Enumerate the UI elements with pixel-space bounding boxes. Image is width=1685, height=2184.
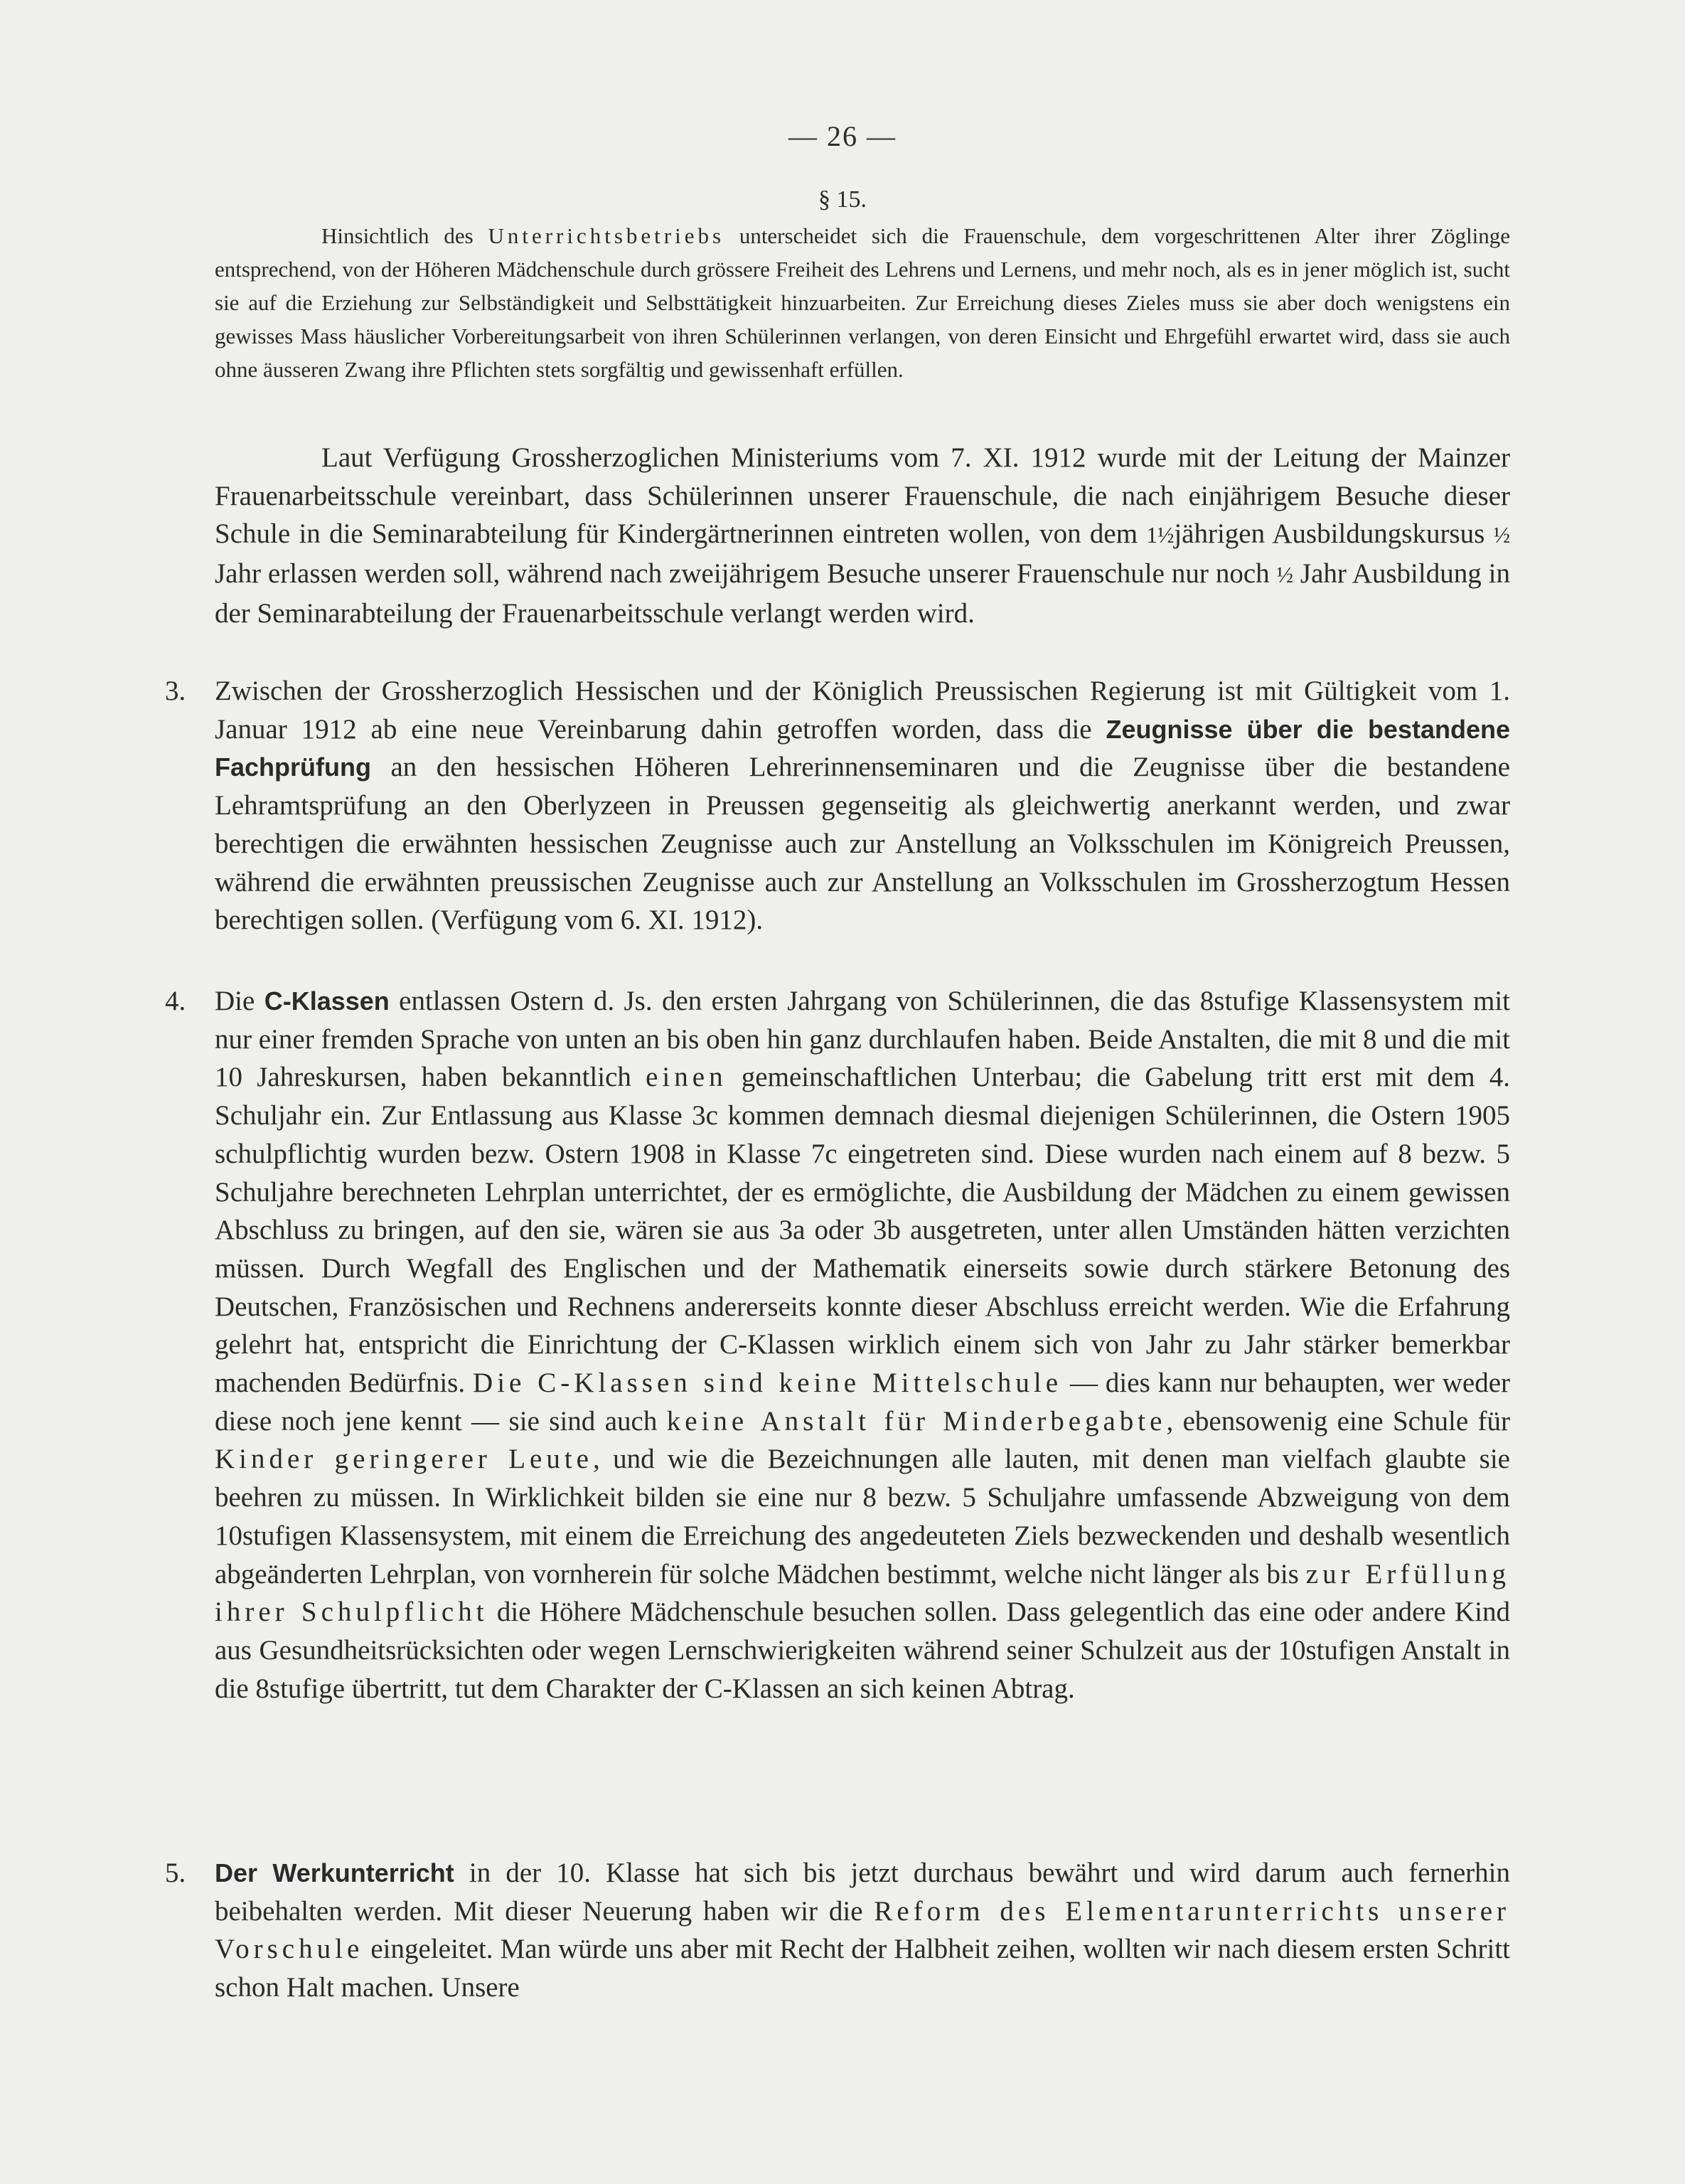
item-bold-term: C-Klassen — [264, 986, 390, 1016]
item-text: entlassen Ostern d. Js. den ersten Jahrgang von Schülerinnen, die das 8stufige Klassensystem mit nur einer fremden Sprache von unten an bis oben hin ganz durchlaufen haben. Beide Anstalten, die mit 8 und die mit 10 Jahreskursen, haben bekanntlich — [215, 986, 1511, 1093]
item-text: eingeleitet. Man würde uns aber mit Recht der Halbheit zeihen, wollten wir nach diesem ersten Schritt schon Halt machen. Unsere — [215, 1934, 1510, 2003]
item-text: Die — [215, 986, 264, 1016]
item-spaced-term: Kinder geringerer Leute — [215, 1444, 593, 1475]
fraction: 1½ — [1146, 523, 1175, 548]
item-number: 5. — [165, 1858, 186, 1888]
list-item-5 — [165, 1854, 1510, 2007]
item-text: Zwischen der Grossherzoglich Hessischen und der Königlich Preussischen Regierung ist mit Gültigkeit vom 1. Januar 1912 ab eine neue Vereinbarung dahin getroffen worden, dass die — [215, 676, 1510, 745]
paragraph-text: Jahr erlassen werden soll, während nach zweijährigem Besuche unserer Frauenschule nur noch — [215, 558, 1277, 590]
paragraph-text: jährigen Ausbildungskursus — [1174, 518, 1494, 550]
item-spaced-term: keine Anstalt für Minderbegabte — [666, 1405, 1167, 1437]
item-spaced-term: zur Erfüllung ihrer Schulpflicht — [215, 1558, 1510, 1628]
paragraph-text: Jahr Ausbildung in der Seminarabteilung der Frauenarbeitsschule verlangt werden wird. — [215, 558, 1511, 629]
list-item-3 — [165, 672, 1510, 939]
item-text: — dies kann nur behaupten, wer weder diese noch jene kennt — sie sind auch — [215, 1368, 1511, 1437]
item-text: , ebensowenig eine Schule für — [1166, 1405, 1511, 1437]
intro-spaced-term: Unterrichtsbetriebs — [488, 223, 725, 248]
list-item-4 — [165, 982, 1511, 1708]
paragraph-text: Laut Verfügung Grossherzoglichen Ministeriums vom 7. XI. 1912 wurde mit der Leitung der Mainzer Frauenarbeitsschule vereinbart, dass Schülerinnen unserer Frauenschule, die nach einjährigem Besuche dieser Schule in die Seminarabteilung für Kindergärtnerinnen eintreten wollen, von dem — [215, 442, 1510, 550]
fraction: ½ — [1276, 563, 1293, 588]
page-number: — 26 — — [788, 120, 897, 152]
item-spaced-term: Die C-Klassen sind keine Mittelschule — [473, 1368, 1063, 1399]
intro-text: unterscheidet sich die Frauenschule, dem vorgeschrittenen Alter ihrer Zöglinge entsprechend, von der Höheren Mädchenschule durch grössere Freiheit des Lehrens und Lernens, und mehr noch, als es in jener möglich ist, sucht sie auf die Erziehung zur Selbständigkeit und Selbsttätigkeit hinzuarbeiten. Zur Erreichung dieses Zieles muss sie aber doch wenigstens ein gewisses Mass häuslicher Vorbereitungsarbeit von ihren Schülerinnen verlangen, von deren Einsicht und Ehrgefühl erwartet wird, dass sie auch ohne äusseren Zwang ihre Pflichten stets sorgfältig und gewissenhaft erfüllen. — [215, 223, 1511, 382]
item-bold-term: Der Werkunterricht — [215, 1858, 454, 1887]
item-text: die Höhere Mädchenschule besuchen sollen. Dass gelegentlich das eine oder andere Kind aus Gesundheitsrücksichten oder wegen Lernschwierigkeiten während seiner Schulzeit aus der 10stufigen Anstalt in die 8stufige übertritt, tut dem Charakter der C-Klassen an sich keinen Abtrag. — [215, 1597, 1510, 1704]
item-bold-term: Zeugnisse über die bestandene Fachprüfung — [215, 714, 1510, 782]
item-text: in der 10. Klasse hat sich bis jetzt durchaus bewährt und wird darum auch fernerhin beibehalten werden. Mit dieser Neuerung haben wir die — [215, 1858, 1510, 1927]
fraction: ½ — [1493, 523, 1510, 548]
intro-paragraph — [215, 219, 1510, 386]
item-text: gemeinschaftlichen Unterbau; die Gabelung tritt erst mit dem 4. Schuljahr ein. Zur Entlassung aus Klasse 3c kommen demnach diesmal diejenigen Schülerinnen, die Ostern 1905 schulpflichtig wurden bezw. Ostern 1908 in Klasse 7c eingetreten sind. Diese wurden nach einem auf 8 bezw. 5 Schuljahre berechneten Lehrplan unterrichtet, der es ermöglichte, die Ausbildung der Mädchen zu einem gewissen Abschluss zu bringen, auf den sie, wären sie aus 3a oder 3b ausgetreten, unter allen Umständen hätten verzichten müssen. Durch Wegfall des Englischen und der Mathematik einerseits sowie durch stärkere Betonung des Deutschen, Französischen und Rechnens andererseits konnte dieser Abschluss erreicht werden. Wie die Erfahrung gelehrt hat, entspricht die Einrichtung der C-Klassen wirklich einem sich von Jahr zu Jahr stärker bemerkbar machenden Bedürfnis. — [215, 1062, 1511, 1399]
paragraph-verfuegung — [215, 439, 1510, 633]
item-text: an den hessischen Höheren Lehrerinnenseminaren und die Zeugnisse über die bestandene Lehramtsprüfung an den Oberlyzeen in Preussen gegenseitig als gleichwertig anerkannt werden, und zwar berechtigen die erwähnten hessischen Zeugnisse auch zur Anstellung an Volksschulen im Königreich Preussen, während die erwähnten preussischen Zeugnisse auch zur Anstellung an Volksschulen im Grossherzogtum Hessen berechtigen sollen. (Verfügung vom 6. XI. 1912). — [215, 752, 1510, 936]
item-number: 4. — [165, 986, 186, 1016]
item-spaced-term: einen — [646, 1062, 727, 1093]
item-text: , und wie die Bezeichnungen alle lauten, mit denen man vielfach glaubte sie beehren zu müssen. In Wirklichkeit bilden sie eine nur 8 bezw. 5 Schuljahre umfassende Abzweigung von dem 10stufigen Klassensystem, mit einem die Erreichung des angedeuteten Ziels bezweckenden und deshalb wesentlich abgeänderten Lehrplan, von vornherein für solche Mädchen bestimmt, welche nicht länger als bis — [215, 1444, 1510, 1589]
item-spaced-term: Reform des Elementarunterrichts unserer Vorschule — [215, 1895, 1510, 1965]
intro-text: Hinsichtlich des — [321, 223, 488, 248]
section-heading: § 15. — [818, 186, 867, 213]
item-number: 3. — [165, 676, 186, 706]
